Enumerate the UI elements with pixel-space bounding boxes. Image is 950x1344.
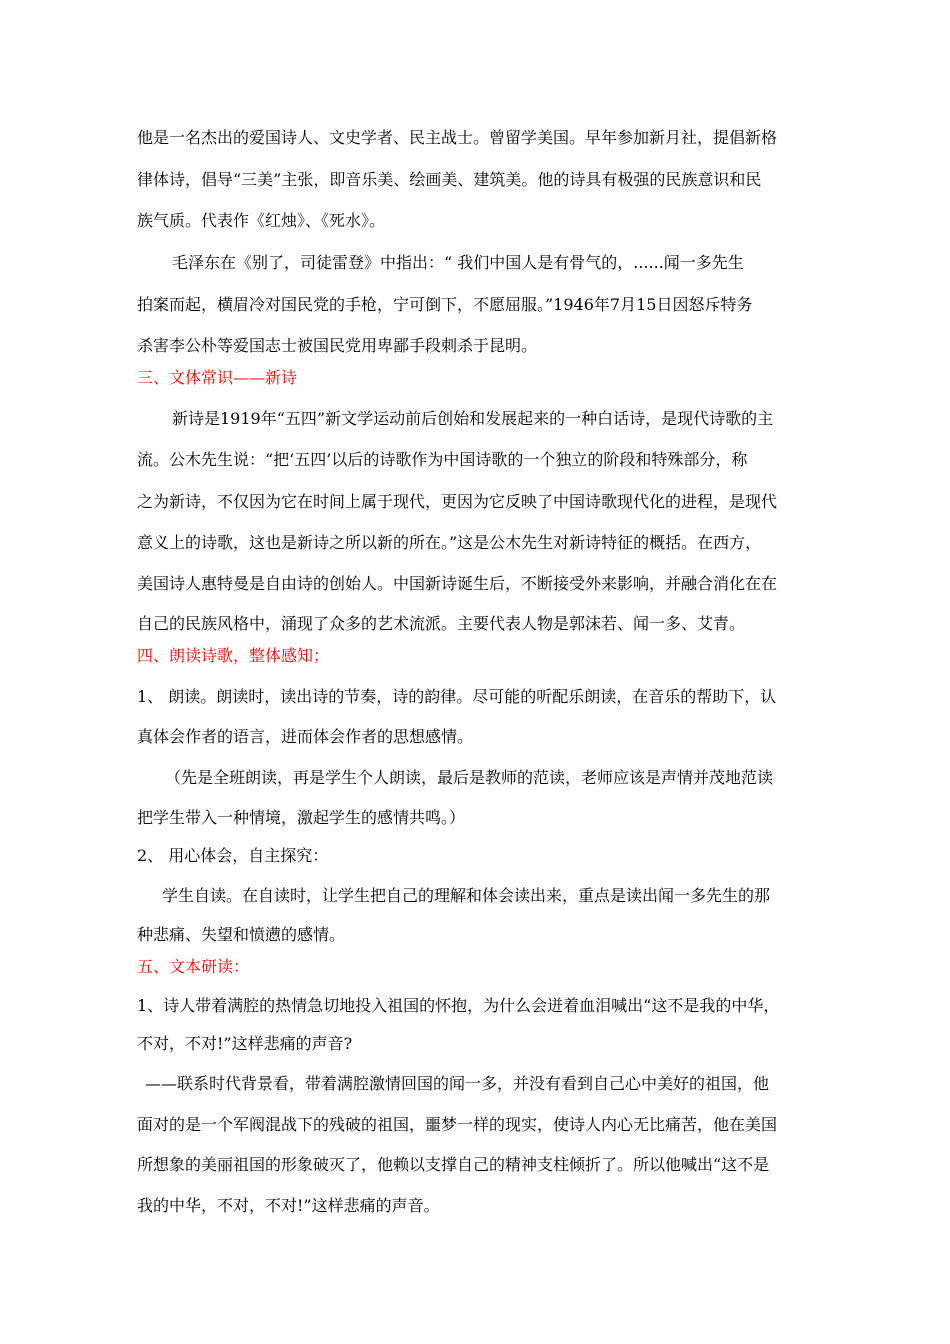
section-heading-4: 四、朗读诗歌，整体感知； bbox=[137, 646, 330, 665]
paragraph-line-8: 流。公木先生说：“把‘五四’以后的诗歌作为中国诗歌的一个独立的阶段和特殊部分，称 bbox=[137, 450, 748, 469]
section-heading-5: 五、文本研读： bbox=[137, 957, 250, 976]
paragraph-line-5: 拍案而起，横眉冷对国民党的手枪，宁可倒下，不愿屈服。”1946年7月15日因怒斥特务 bbox=[137, 295, 753, 314]
paragraph-line-13: 学生自读。在自读时，让学生把自己的理解和体会读出来，重点是读出闻一多先生的那 bbox=[162, 886, 771, 905]
question-line-1: 1、诗人带着满腔的热情急切地投入祖国的怀抱，为什么会迸着血泪喊出“这不是我的中华， bbox=[137, 996, 780, 1015]
list-item-2: 2、 用心体会，自主探究： bbox=[137, 846, 329, 865]
answer-line-3: 所想象的美丽祖国的形象破灭了，他赖以支撑自己的精神支柱倾折了。所以他喊出“这不是 bbox=[137, 1155, 770, 1174]
paragraph-line-11: 美国诗人惠特曼是自由诗的创始人。中国新诗诞生后，不断接受外来影响，并融合消化在在 bbox=[137, 574, 778, 593]
paragraph-line-4: 毛泽东在《别了，司徒雷登》中指出：“ 我们中国人是有骨气的，......闻一多先生 bbox=[172, 253, 744, 272]
answer-line-2: 面对的是一个军阀混战下的残破的祖国，噩梦一样的现实，使诗人内心无比痛苦，他在美国 bbox=[137, 1115, 778, 1134]
paragraph-line-10: 意义上的诗歌，这也是新诗之所以新的所在。”这是公木先生对新诗特征的概括。在西方， bbox=[137, 533, 762, 552]
paragraph-line-9: 之为新诗，不仅因为它在时间上属于现代，更因为它反映了中国诗歌现代化的进程，是现代 bbox=[137, 492, 778, 511]
question-line-2: 不对，不对!”这样悲痛的声音? bbox=[137, 1034, 353, 1053]
section-heading-3: 三、文体常识——新诗 bbox=[137, 368, 298, 387]
paragraph-line-12: 自己的民族风格中，涌现了众多的艺术流派。主要代表人物是郭沫若、闻一多、艾青。 bbox=[137, 614, 746, 633]
note-line-2: 把学生带入一种情境，激起学生的感情共鸣。） bbox=[137, 808, 466, 827]
paragraph-line-3: 族气质。代表作《红烛》、《死水》。 bbox=[137, 211, 386, 230]
note-line-1: （先是全班朗读，再是学生个人朗读，最后是教师的范读，老师应该是声情并茂地范读 bbox=[165, 768, 774, 787]
paragraph-line-2: 律体诗，倡导“三美”主张，即音乐美、绘画美、建筑美。他的诗具有极强的民族意识和民 bbox=[137, 170, 762, 189]
answer-line-4: 我的中华，不对，不对!”这样悲痛的声音。 bbox=[137, 1196, 440, 1215]
paragraph-line-7: 新诗是1919年“五四”新文学运动前后创始和发展起来的一种白话诗，是现代诗歌的主 bbox=[172, 409, 774, 428]
answer-line-1: ——联系时代背景看，带着满腔激情回国的闻一多，并没有看到自己心中美好的祖国，他 bbox=[145, 1074, 770, 1093]
list-item-1-line-1: 1、 朗读。朗读时，读出诗的节奏，诗的韵律。尽可能的听配乐朗读，在音乐的帮助下，认 bbox=[137, 687, 777, 706]
paragraph-line-6: 杀害李公朴等爱国志士被国民党用卑鄙手段刺杀于昆明。 bbox=[137, 336, 538, 355]
list-item-1-line-2: 真体会作者的语言，进而体会作者的思想感情。 bbox=[137, 727, 474, 746]
paragraph-line-1: 他是一名杰出的爱国诗人、文史学者、民主战士。曾留学美国。早年参加新月社，提倡新格 bbox=[137, 128, 778, 147]
paragraph-line-14: 种悲痛、失望和愤懑的感情。 bbox=[137, 925, 346, 944]
